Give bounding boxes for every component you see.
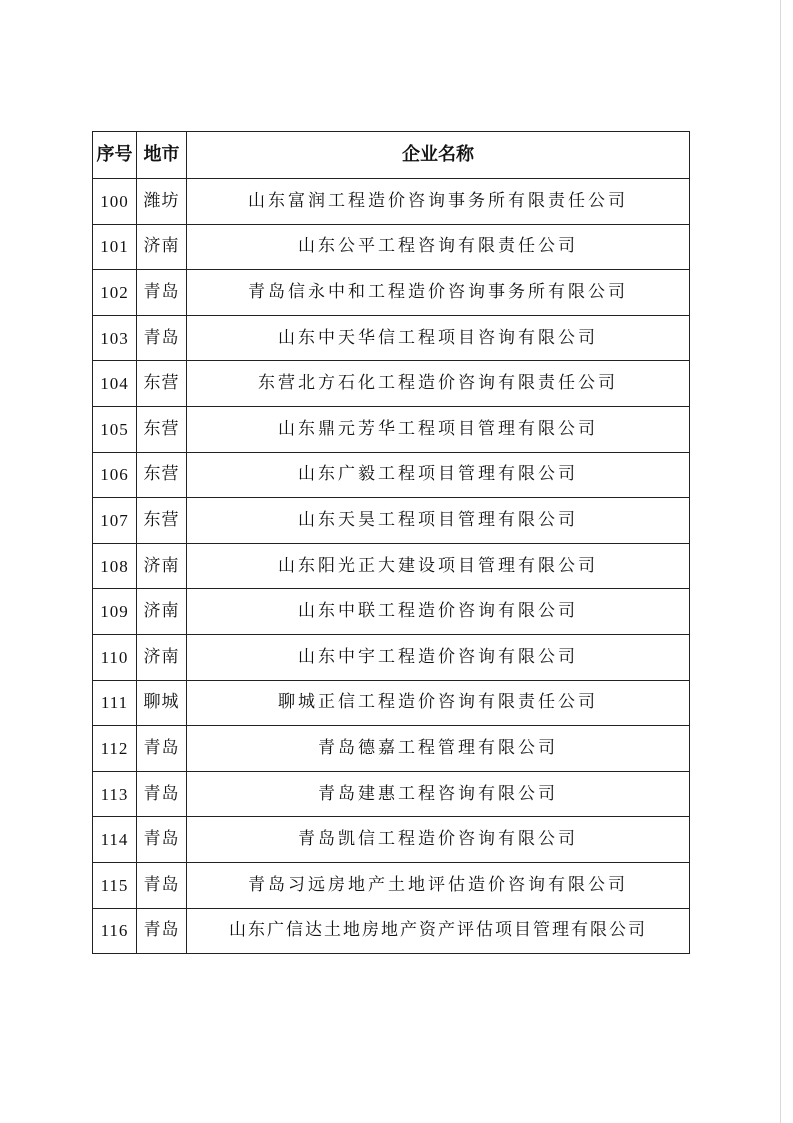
company-name-cell: 聊城正信工程造价咨询有限责任公司 <box>187 680 690 726</box>
company-name-cell: 青岛德嘉工程管理有限公司 <box>187 726 690 772</box>
table-row <box>93 179 690 225</box>
company-table <box>92 131 690 954</box>
table-row <box>93 680 690 726</box>
serial-number-cell: 105 <box>93 406 137 452</box>
city-cell: 青岛 <box>137 771 187 817</box>
city-cell: 青岛 <box>137 315 187 361</box>
table-row <box>93 634 690 680</box>
serial-number-cell: 109 <box>93 589 137 635</box>
table-row <box>93 498 690 544</box>
city-cell: 聊城 <box>137 680 187 726</box>
table-row <box>93 452 690 498</box>
company-name-cell: 山东中天华信工程项目咨询有限公司 <box>187 315 690 361</box>
serial-number-cell: 114 <box>93 817 137 863</box>
company-name-cell: 青岛习远房地产土地评估造价咨询有限公司 <box>187 862 690 908</box>
serial-number-cell: 103 <box>93 315 137 361</box>
city-cell: 青岛 <box>137 817 187 863</box>
city-cell: 东营 <box>137 406 187 452</box>
serial-number-cell: 116 <box>93 908 137 954</box>
city-cell: 东营 <box>137 498 187 544</box>
scan-edge-line <box>780 0 781 1123</box>
table-header-row <box>93 132 690 179</box>
table-row <box>93 224 690 270</box>
city-cell: 青岛 <box>137 862 187 908</box>
serial-number-cell: 101 <box>93 224 137 270</box>
company-name-cell: 山东富润工程造价咨询事务所有限责任公司 <box>187 179 690 225</box>
company-name-cell: 山东公平工程咨询有限责任公司 <box>187 224 690 270</box>
table-row <box>93 270 690 316</box>
city-cell: 青岛 <box>137 726 187 772</box>
serial-number-cell: 106 <box>93 452 137 498</box>
company-name-cell: 山东广毅工程项目管理有限公司 <box>187 452 690 498</box>
city-cell: 青岛 <box>137 270 187 316</box>
table-row <box>93 726 690 772</box>
company-name-cell: 东营北方石化工程造价咨询有限责任公司 <box>187 361 690 407</box>
company-name-cell: 山东广信达土地房地产资产评估项目管理有限公司 <box>187 908 690 954</box>
serial-number-cell: 112 <box>93 726 137 772</box>
table-row <box>93 361 690 407</box>
serial-number-cell: 113 <box>93 771 137 817</box>
city-cell: 济南 <box>137 634 187 680</box>
company-name-cell: 青岛建惠工程咨询有限公司 <box>187 771 690 817</box>
table-row <box>93 908 690 954</box>
table-row <box>93 543 690 589</box>
company-name-cell: 山东中联工程造价咨询有限公司 <box>187 589 690 635</box>
city-cell: 济南 <box>137 543 187 589</box>
table-row <box>93 771 690 817</box>
company-name-cell: 山东中宇工程造价咨询有限公司 <box>187 634 690 680</box>
table-row <box>93 315 690 361</box>
city-cell: 济南 <box>137 224 187 270</box>
city-cell: 东营 <box>137 452 187 498</box>
header-company-name: 企业名称 <box>187 132 690 179</box>
serial-number-cell: 110 <box>93 634 137 680</box>
header-serial-number: 序号 <box>93 132 137 179</box>
header-city: 地市 <box>137 132 187 179</box>
serial-number-cell: 107 <box>93 498 137 544</box>
city-cell: 潍坊 <box>137 179 187 225</box>
serial-number-cell: 111 <box>93 680 137 726</box>
city-cell: 济南 <box>137 589 187 635</box>
table-row <box>93 589 690 635</box>
serial-number-cell: 115 <box>93 862 137 908</box>
table-row <box>93 862 690 908</box>
company-name-cell: 青岛信永中和工程造价咨询事务所有限公司 <box>187 270 690 316</box>
serial-number-cell: 108 <box>93 543 137 589</box>
city-cell: 东营 <box>137 361 187 407</box>
serial-number-cell: 100 <box>93 179 137 225</box>
table-row <box>93 817 690 863</box>
company-name-cell: 青岛凯信工程造价咨询有限公司 <box>187 817 690 863</box>
city-cell: 青岛 <box>137 908 187 954</box>
serial-number-cell: 102 <box>93 270 137 316</box>
company-name-cell: 山东阳光正大建设项目管理有限公司 <box>187 543 690 589</box>
table-row <box>93 406 690 452</box>
serial-number-cell: 104 <box>93 361 137 407</box>
company-name-cell: 山东鼎元芳华工程项目管理有限公司 <box>187 406 690 452</box>
company-name-cell: 山东天昊工程项目管理有限公司 <box>187 498 690 544</box>
